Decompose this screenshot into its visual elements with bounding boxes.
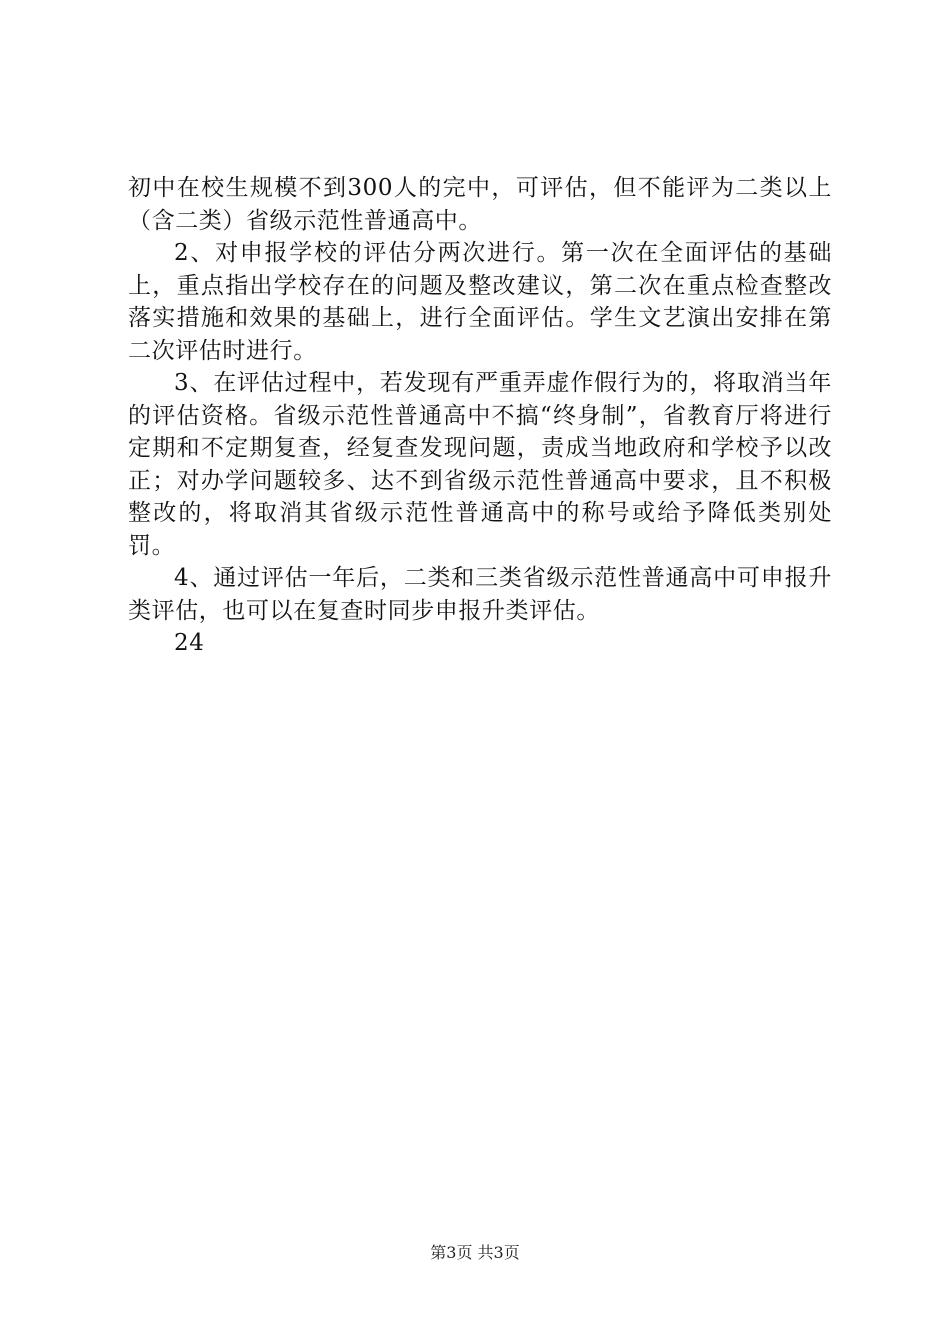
paragraph-item-4: 4、通过评估一年后，二类和三类省级示范性普通高中可申报升类评估，也可以在复查时同步申报升类评估。	[128, 565, 832, 624]
paragraph-item-3: 3、在评估过程中，若发现有严重弄虚作假行为的，将取消当年的评估资格。省级示范性普通高中不搞“终身制”，省教育厅将进行定期和不定期复查，经复查发现问题，责成当地政府和学校予以改正；对办学问题较多、达不到省级示范性普通高中要求，且不积极整改的，将取消其省级示范性普通高中的称号或给予降低类别处罚。	[128, 370, 832, 559]
document-body	[128, 172, 832, 660]
page-footer: 第3页 共3页	[430, 1243, 520, 1262]
paragraph-continuation: 初中在校生规模不到300人的完中，可评估，但不能评为二类以上（含二类）省级示范性普通高中。	[128, 175, 832, 234]
paragraph-item-2: 2、对申报学校的评估分两次进行。第一次在全面评估的基础上，重点指出学校存在的问题及整改建议，第二次在重点检查整改落实措施和效果的基础上，进行全面评估。学生文艺演出安排在第二次评估时进行。	[128, 240, 832, 364]
paragraph-number: 24	[174, 630, 205, 656]
